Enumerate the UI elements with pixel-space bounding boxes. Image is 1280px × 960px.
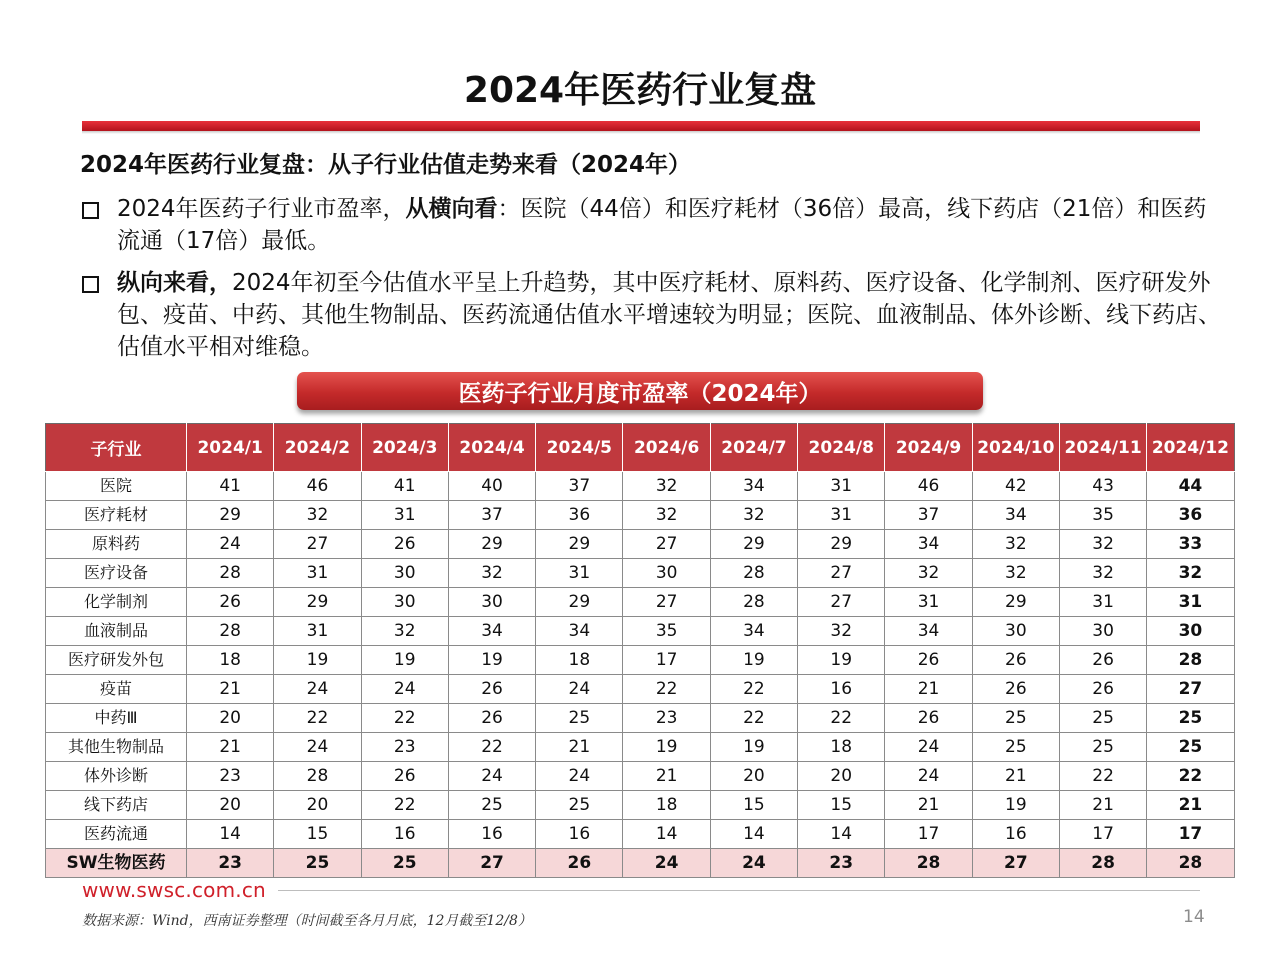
title-divider bbox=[82, 121, 1200, 131]
pe-value-cell: 26 bbox=[972, 675, 1059, 704]
pe-value-cell: 27 bbox=[274, 530, 361, 559]
pe-value-cell: 26 bbox=[1059, 675, 1146, 704]
pe-value-cell: 22 bbox=[274, 704, 361, 733]
pe-value-cell: 25 bbox=[1059, 704, 1146, 733]
pe-value-cell: 25 bbox=[972, 704, 1059, 733]
pe-value-cell: 26 bbox=[361, 762, 448, 791]
pe-value-cell: 24 bbox=[885, 733, 972, 762]
pe-value-cell: 22 bbox=[361, 791, 448, 820]
pe-value-cell: 31 bbox=[274, 559, 361, 588]
pe-value-cell: 20 bbox=[798, 762, 885, 791]
pe-value-cell: 27 bbox=[1147, 675, 1234, 704]
pe-value-cell: 28 bbox=[187, 617, 274, 646]
pe-value-cell: 32 bbox=[623, 501, 710, 530]
pe-value-cell: 19 bbox=[274, 646, 361, 675]
pe-value-cell: 25 bbox=[1147, 733, 1234, 762]
pe-value-cell: 34 bbox=[885, 617, 972, 646]
pe-value-cell: 29 bbox=[274, 588, 361, 617]
pe-value-cell: 30 bbox=[448, 588, 535, 617]
page-number: 14 bbox=[1183, 907, 1205, 927]
pe-value-cell: 32 bbox=[710, 501, 797, 530]
pe-value-cell: 36 bbox=[1147, 501, 1234, 530]
pe-value-cell: 18 bbox=[798, 733, 885, 762]
pe-value-cell: 29 bbox=[710, 530, 797, 559]
pe-value-cell: 34 bbox=[448, 617, 535, 646]
pe-value-cell: 24 bbox=[274, 733, 361, 762]
header-cell: 子行业 bbox=[46, 424, 187, 472]
pe-value-cell: 26 bbox=[361, 530, 448, 559]
pe-value-cell: 32 bbox=[972, 530, 1059, 559]
bullet-list bbox=[80, 193, 1225, 373]
header-cell: 2024/1 bbox=[187, 424, 274, 472]
pe-value-cell: 19 bbox=[798, 646, 885, 675]
pe-value-cell: 21 bbox=[536, 733, 623, 762]
pe-value-cell: 23 bbox=[798, 849, 885, 878]
header-cell: 2024/5 bbox=[536, 424, 623, 472]
pe-value-cell: 17 bbox=[623, 646, 710, 675]
bullet-item-horizontal bbox=[80, 193, 1225, 257]
square-bullet-icon bbox=[82, 202, 99, 219]
table-row bbox=[46, 733, 1235, 762]
pe-value-cell: 19 bbox=[972, 791, 1059, 820]
pe-value-cell: 17 bbox=[885, 820, 972, 849]
pe-value-cell: 32 bbox=[885, 559, 972, 588]
pe-value-cell: 24 bbox=[710, 849, 797, 878]
pe-value-cell: 29 bbox=[536, 530, 623, 559]
pe-value-cell: 22 bbox=[710, 675, 797, 704]
pe-value-cell: 25 bbox=[536, 791, 623, 820]
table-total-row bbox=[46, 849, 1235, 878]
table-row bbox=[46, 501, 1235, 530]
pe-value-cell: 29 bbox=[448, 530, 535, 559]
pe-value-cell: 34 bbox=[972, 501, 1059, 530]
pe-value-cell: 33 bbox=[1147, 530, 1234, 559]
header-cell: 2024/12 bbox=[1147, 424, 1234, 472]
pe-value-cell: 28 bbox=[710, 588, 797, 617]
pe-value-cell: 46 bbox=[885, 472, 972, 501]
sub-industry-name-cell: 医疗耗材 bbox=[46, 501, 187, 530]
pe-value-cell: 18 bbox=[623, 791, 710, 820]
pe-value-cell: 41 bbox=[187, 472, 274, 501]
header-cell: 2024/2 bbox=[274, 424, 361, 472]
sub-industry-name-cell: 原料药 bbox=[46, 530, 187, 559]
pe-value-cell: 25 bbox=[1147, 704, 1234, 733]
pe-value-cell: 25 bbox=[274, 849, 361, 878]
sub-industry-name-cell: 医院 bbox=[46, 472, 187, 501]
sub-industry-name-cell: 医疗研发外包 bbox=[46, 646, 187, 675]
pe-value-cell: 32 bbox=[274, 501, 361, 530]
pe-value-cell: 20 bbox=[187, 704, 274, 733]
pe-value-cell: 24 bbox=[623, 849, 710, 878]
pe-value-cell: 26 bbox=[885, 704, 972, 733]
pe-value-cell: 26 bbox=[885, 646, 972, 675]
header-cell: 2024/7 bbox=[710, 424, 797, 472]
pe-value-cell: 30 bbox=[972, 617, 1059, 646]
pe-value-cell: 32 bbox=[1147, 559, 1234, 588]
pe-value-cell: 32 bbox=[1059, 530, 1146, 559]
pe-value-cell: 31 bbox=[798, 501, 885, 530]
pe-value-cell: 32 bbox=[623, 472, 710, 501]
pe-value-cell: 41 bbox=[361, 472, 448, 501]
pe-value-cell: 31 bbox=[885, 588, 972, 617]
pe-value-cell: 21 bbox=[623, 762, 710, 791]
pe-value-cell: 28 bbox=[710, 559, 797, 588]
pe-value-cell: 21 bbox=[885, 791, 972, 820]
pe-value-cell: 28 bbox=[1059, 849, 1146, 878]
header-cell: 2024/6 bbox=[623, 424, 710, 472]
sub-industry-name-cell: 其他生物制品 bbox=[46, 733, 187, 762]
pe-value-cell: 21 bbox=[187, 733, 274, 762]
pe-value-cell: 34 bbox=[885, 530, 972, 559]
pe-value-cell: 25 bbox=[536, 704, 623, 733]
pe-value-cell: 32 bbox=[361, 617, 448, 646]
pe-value-cell: 43 bbox=[1059, 472, 1146, 501]
pe-value-cell: 19 bbox=[710, 646, 797, 675]
pe-value-cell: 19 bbox=[710, 733, 797, 762]
pe-value-cell: 32 bbox=[1059, 559, 1146, 588]
pe-value-cell: 35 bbox=[623, 617, 710, 646]
pe-value-cell: 21 bbox=[187, 675, 274, 704]
pe-value-cell: 20 bbox=[274, 791, 361, 820]
pe-value-cell: 26 bbox=[187, 588, 274, 617]
bullet-item-vertical bbox=[80, 267, 1225, 363]
pe-value-cell: 27 bbox=[623, 588, 710, 617]
table-row bbox=[46, 675, 1235, 704]
table-row bbox=[46, 472, 1235, 501]
pe-value-cell: 31 bbox=[361, 501, 448, 530]
pe-value-cell: 22 bbox=[448, 733, 535, 762]
sub-industry-name-cell: 血液制品 bbox=[46, 617, 187, 646]
header-cell: 2024/9 bbox=[885, 424, 972, 472]
pe-ratio-table bbox=[45, 423, 1235, 878]
pe-value-cell: 37 bbox=[536, 472, 623, 501]
pe-value-cell: 16 bbox=[798, 675, 885, 704]
table-row bbox=[46, 704, 1235, 733]
sub-industry-name-cell: 疫苗 bbox=[46, 675, 187, 704]
pe-value-cell: 14 bbox=[623, 820, 710, 849]
pe-value-cell: 16 bbox=[448, 820, 535, 849]
header-cell: 2024/4 bbox=[448, 424, 535, 472]
table-row bbox=[46, 588, 1235, 617]
pe-value-cell: 32 bbox=[798, 617, 885, 646]
pe-value-cell: 21 bbox=[972, 762, 1059, 791]
pe-value-cell: 37 bbox=[448, 501, 535, 530]
pe-value-cell: 29 bbox=[187, 501, 274, 530]
pe-value-cell: 22 bbox=[710, 704, 797, 733]
header-cell: 2024/3 bbox=[361, 424, 448, 472]
pe-value-cell: 16 bbox=[972, 820, 1059, 849]
pe-value-cell: 34 bbox=[536, 617, 623, 646]
sub-industry-name-cell: 医药流通 bbox=[46, 820, 187, 849]
pe-value-cell: 15 bbox=[710, 791, 797, 820]
pe-value-cell: 24 bbox=[536, 675, 623, 704]
bullet-text-body: 2024年初至今估值水平呈上升趋势，其中医疗耗材、原料药、医疗设备、化学制剂、医疗研发外包、疫苗、中药、其他生物制品、医药流通估值水平增速较为明显；医院、血液制品、体外诊断、线下药店、估值水平相对维稳。 bbox=[117, 270, 1221, 360]
pe-value-cell: 30 bbox=[1147, 617, 1234, 646]
pe-value-cell: 22 bbox=[623, 675, 710, 704]
pe-value-cell: 22 bbox=[361, 704, 448, 733]
pe-value-cell: 27 bbox=[623, 530, 710, 559]
pe-value-cell: 32 bbox=[448, 559, 535, 588]
pe-value-cell: 28 bbox=[1147, 646, 1234, 675]
pe-value-cell: 23 bbox=[187, 762, 274, 791]
pe-value-cell: 28 bbox=[1147, 849, 1234, 878]
pe-value-cell: 20 bbox=[187, 791, 274, 820]
header-cell: 2024/11 bbox=[1059, 424, 1146, 472]
pe-value-cell: 30 bbox=[361, 559, 448, 588]
footer-divider bbox=[278, 890, 1200, 891]
section-subtitle: 2024年医药行业复盘：从子行业估值走势来看（2024年） bbox=[80, 152, 692, 178]
pe-value-cell: 18 bbox=[536, 646, 623, 675]
sub-industry-name-cell: 中药Ⅲ bbox=[46, 704, 187, 733]
pe-value-cell: 24 bbox=[448, 762, 535, 791]
table-row bbox=[46, 762, 1235, 791]
pe-value-cell: 25 bbox=[448, 791, 535, 820]
table-row bbox=[46, 646, 1235, 675]
data-source-note: 数据来源：Wind，西南证券整理（时间截至各月月底，12月截至12/8） bbox=[82, 913, 532, 929]
pe-value-cell: 30 bbox=[1059, 617, 1146, 646]
slide-title: 2024年医药行业复盘 bbox=[463, 70, 817, 111]
pe-value-cell: 31 bbox=[1059, 588, 1146, 617]
pe-value-cell: 40 bbox=[448, 472, 535, 501]
pe-value-cell: 31 bbox=[1147, 588, 1234, 617]
table-title-banner: 医药子行业月度市盈率（2024年） bbox=[297, 372, 983, 410]
pe-value-cell: 15 bbox=[798, 791, 885, 820]
table-body bbox=[46, 472, 1235, 878]
pe-value-cell: 19 bbox=[448, 646, 535, 675]
pe-value-cell: 30 bbox=[623, 559, 710, 588]
pe-value-cell: 22 bbox=[1059, 762, 1146, 791]
pe-value-cell: 17 bbox=[1059, 820, 1146, 849]
pe-value-cell: 21 bbox=[1147, 791, 1234, 820]
bullet-text bbox=[117, 193, 1225, 257]
pe-value-cell: 31 bbox=[536, 559, 623, 588]
pe-value-cell: 34 bbox=[710, 617, 797, 646]
pe-value-cell: 29 bbox=[536, 588, 623, 617]
pe-value-cell: 24 bbox=[361, 675, 448, 704]
pe-value-cell: 27 bbox=[798, 559, 885, 588]
footer-website-url[interactable]: www.swsc.com.cn bbox=[82, 878, 266, 902]
pe-value-cell: 37 bbox=[885, 501, 972, 530]
pe-value-cell: 42 bbox=[972, 472, 1059, 501]
pe-value-cell: 25 bbox=[361, 849, 448, 878]
pe-value-cell: 19 bbox=[361, 646, 448, 675]
pe-value-cell: 22 bbox=[798, 704, 885, 733]
pe-value-cell: 29 bbox=[798, 530, 885, 559]
pe-value-cell: 29 bbox=[972, 588, 1059, 617]
bullet-text bbox=[117, 267, 1225, 363]
pe-value-cell: 30 bbox=[361, 588, 448, 617]
pe-value-cell: 14 bbox=[798, 820, 885, 849]
pe-value-cell: 24 bbox=[187, 530, 274, 559]
pe-value-cell: 16 bbox=[536, 820, 623, 849]
bullet-text-body: ：医院（44倍）和医疗耗材（36倍）最高，线下药店（21倍）和医药流通（17倍）最低。 bbox=[117, 196, 1207, 254]
pe-value-cell: 26 bbox=[1059, 646, 1146, 675]
table-row bbox=[46, 617, 1235, 646]
pe-value-cell: 22 bbox=[1147, 762, 1234, 791]
bullet-text-emphasis: 纵向来看， bbox=[117, 270, 232, 296]
pe-value-cell: 44 bbox=[1147, 472, 1234, 501]
sub-industry-name-cell: 医疗设备 bbox=[46, 559, 187, 588]
sub-industry-name-cell: SW生物医药 bbox=[46, 849, 187, 878]
pe-value-cell: 26 bbox=[536, 849, 623, 878]
pe-value-cell: 25 bbox=[1059, 733, 1146, 762]
pe-value-cell: 31 bbox=[274, 617, 361, 646]
pe-value-cell: 26 bbox=[448, 675, 535, 704]
pe-value-cell: 24 bbox=[274, 675, 361, 704]
pe-value-cell: 46 bbox=[274, 472, 361, 501]
pe-value-cell: 21 bbox=[885, 675, 972, 704]
pe-value-cell: 24 bbox=[536, 762, 623, 791]
table-row bbox=[46, 820, 1235, 849]
table-row bbox=[46, 530, 1235, 559]
pe-value-cell: 23 bbox=[361, 733, 448, 762]
pe-value-cell: 14 bbox=[187, 820, 274, 849]
pe-value-cell: 20 bbox=[710, 762, 797, 791]
sub-industry-name-cell: 体外诊断 bbox=[46, 762, 187, 791]
bullet-text-lead: 2024年医药子行业市盈率， bbox=[117, 196, 406, 222]
pe-value-cell: 26 bbox=[972, 646, 1059, 675]
pe-value-cell: 35 bbox=[1059, 501, 1146, 530]
pe-value-cell: 27 bbox=[972, 849, 1059, 878]
title-divider-shadow bbox=[82, 131, 1200, 134]
bullet-text-emphasis: 从横向看 bbox=[405, 196, 498, 222]
pe-value-cell: 21 bbox=[1059, 791, 1146, 820]
pe-value-cell: 24 bbox=[885, 762, 972, 791]
pe-value-cell: 25 bbox=[972, 733, 1059, 762]
pe-value-cell: 27 bbox=[798, 588, 885, 617]
pe-value-cell: 36 bbox=[536, 501, 623, 530]
pe-value-cell: 15 bbox=[274, 820, 361, 849]
pe-value-cell: 34 bbox=[710, 472, 797, 501]
square-bullet-icon bbox=[82, 276, 99, 293]
pe-value-cell: 16 bbox=[361, 820, 448, 849]
pe-value-cell: 19 bbox=[623, 733, 710, 762]
pe-value-cell: 14 bbox=[710, 820, 797, 849]
table-row bbox=[46, 791, 1235, 820]
pe-value-cell: 27 bbox=[448, 849, 535, 878]
table-row bbox=[46, 559, 1235, 588]
table-header-row bbox=[46, 424, 1235, 472]
pe-value-cell: 18 bbox=[187, 646, 274, 675]
pe-value-cell: 23 bbox=[187, 849, 274, 878]
pe-value-cell: 32 bbox=[972, 559, 1059, 588]
pe-value-cell: 17 bbox=[1147, 820, 1234, 849]
pe-value-cell: 26 bbox=[448, 704, 535, 733]
sub-industry-name-cell: 线下药店 bbox=[46, 791, 187, 820]
pe-value-cell: 28 bbox=[885, 849, 972, 878]
pe-value-cell: 28 bbox=[187, 559, 274, 588]
header-cell: 2024/10 bbox=[972, 424, 1059, 472]
pe-value-cell: 28 bbox=[274, 762, 361, 791]
header-cell: 2024/8 bbox=[798, 424, 885, 472]
pe-value-cell: 23 bbox=[623, 704, 710, 733]
sub-industry-name-cell: 化学制剂 bbox=[46, 588, 187, 617]
pe-value-cell: 31 bbox=[798, 472, 885, 501]
